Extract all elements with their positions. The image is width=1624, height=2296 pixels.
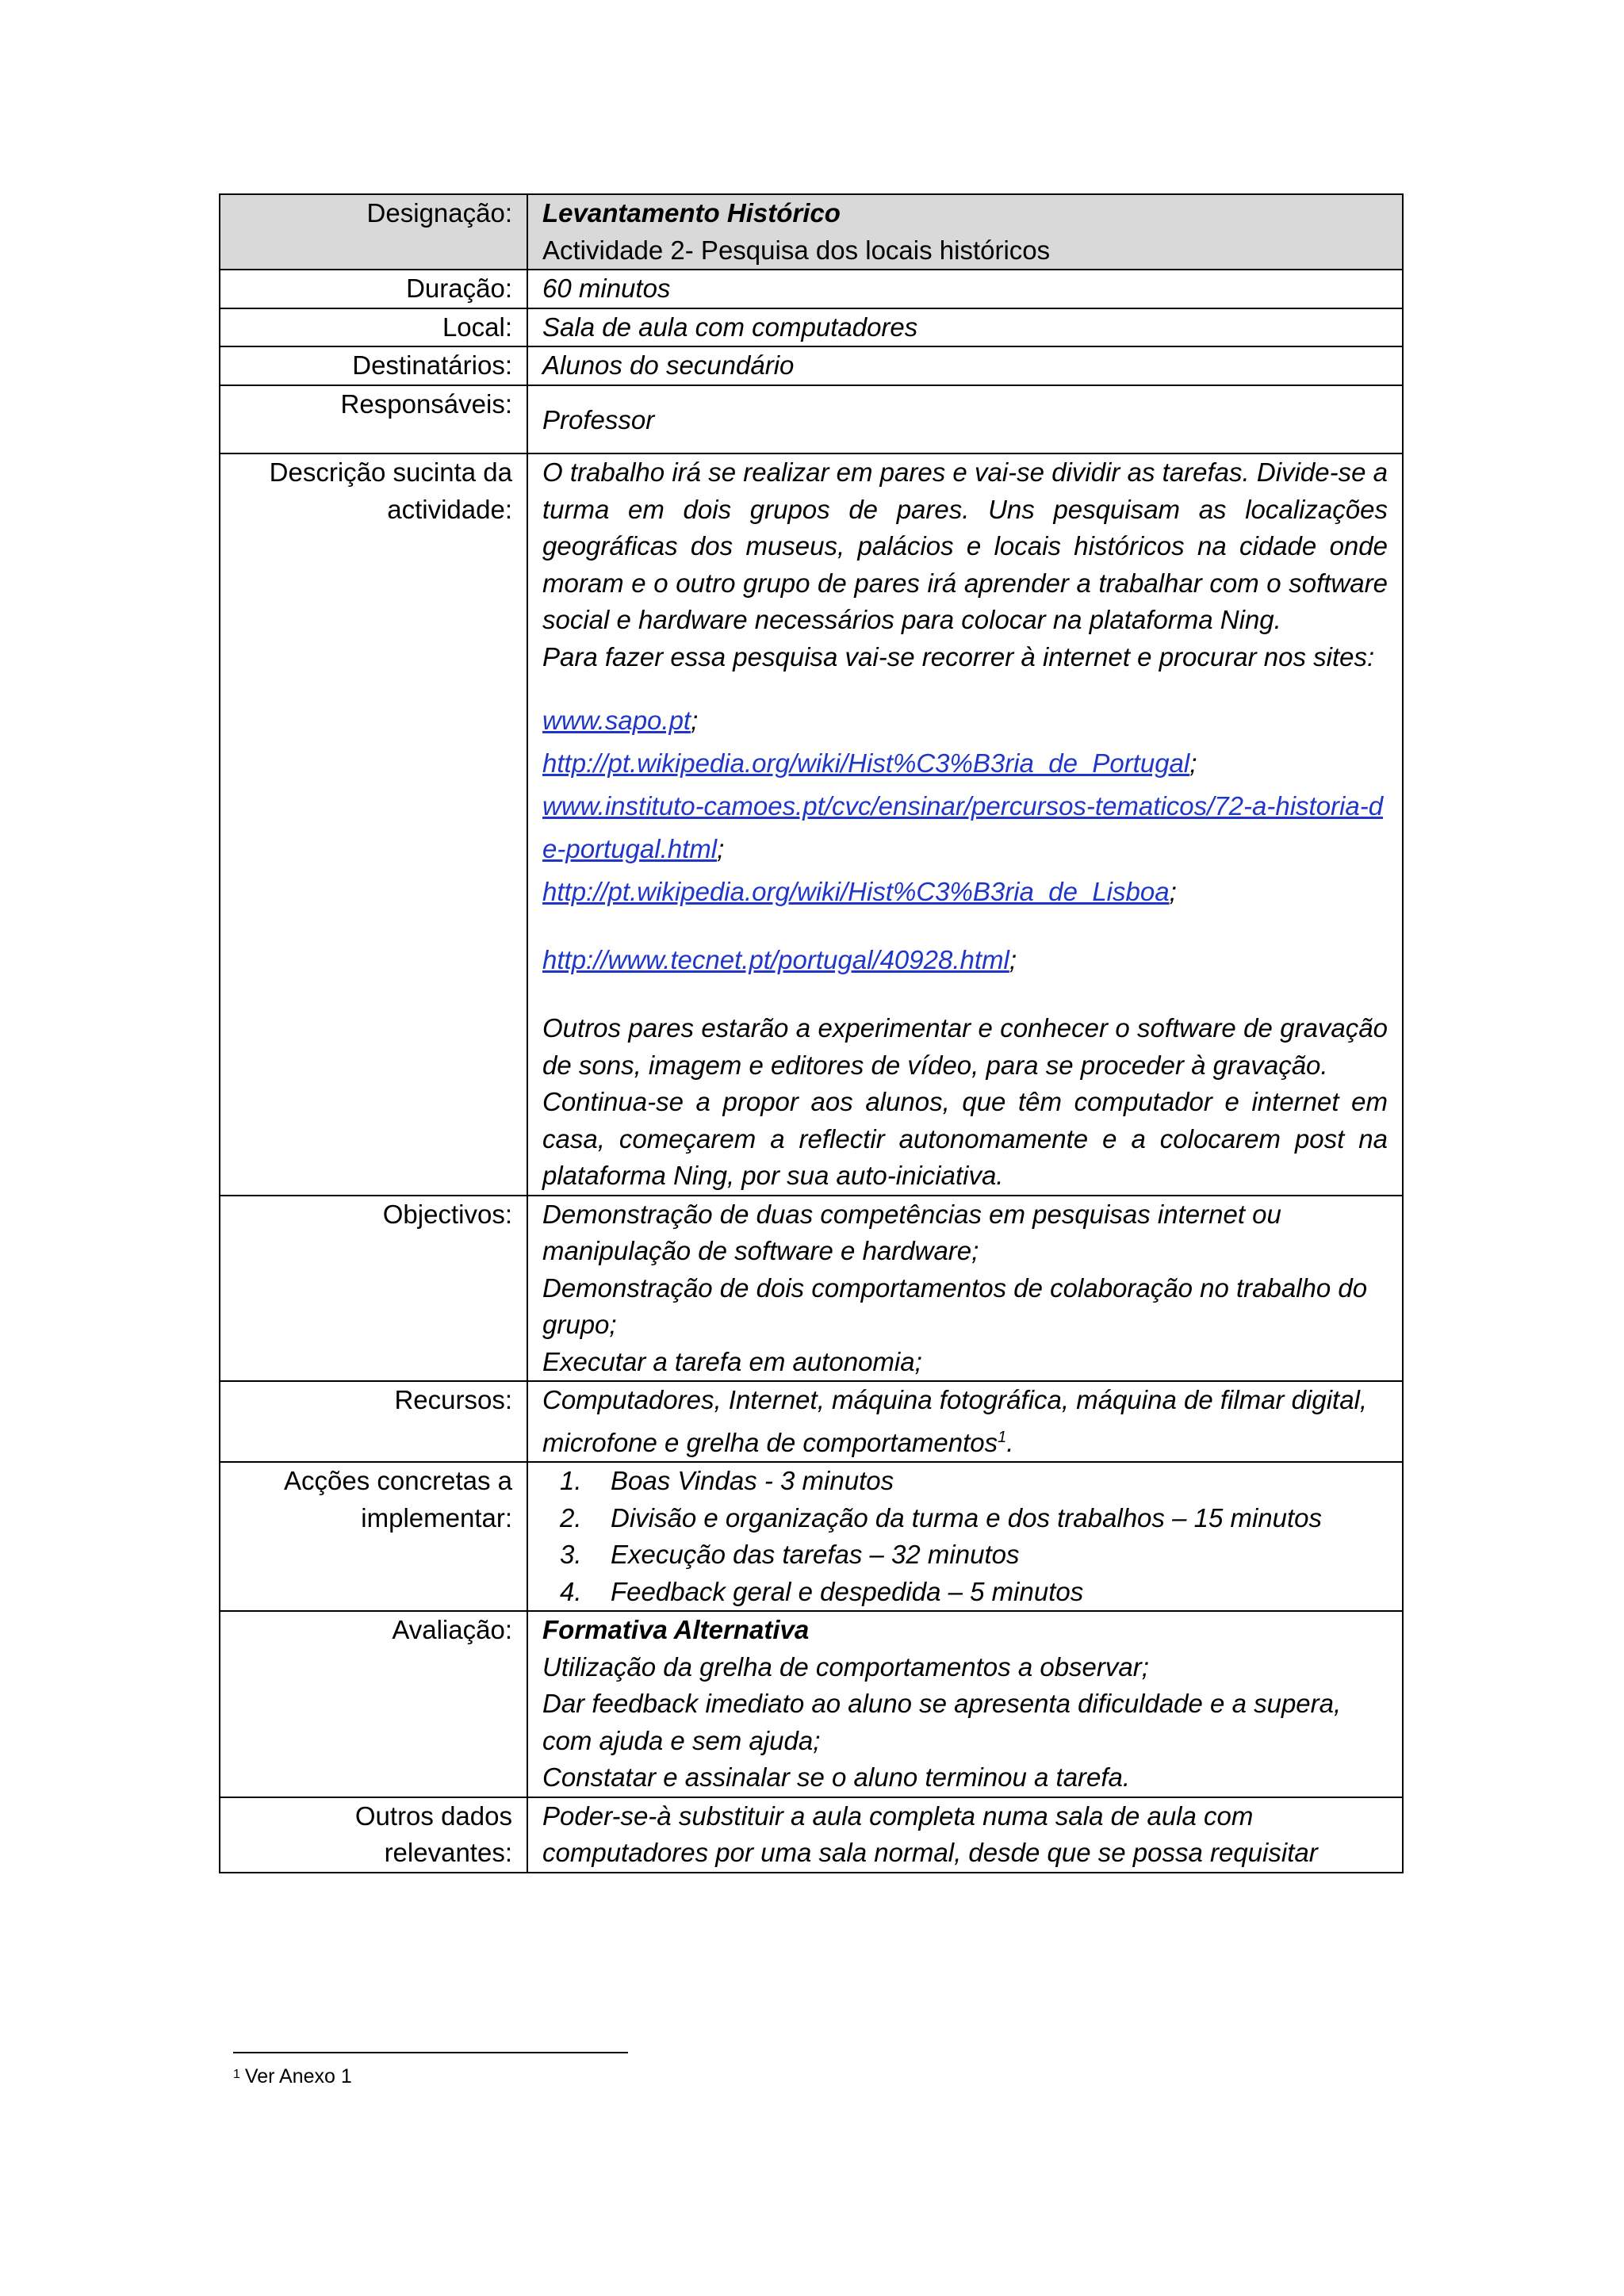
- value-local: Sala de aula com computadores: [527, 308, 1403, 347]
- link-suffix: ;: [691, 706, 699, 735]
- list-text: Feedback geral e despedida – 5 minutos: [611, 1576, 1084, 1606]
- objectivo-item: Demonstração de duas competências em pesquisas internet ou manipulação de software e hardware;: [542, 1199, 1281, 1265]
- objectivo-item: Executar a tarefa em autonomia;: [542, 1346, 922, 1376]
- label-outros-line1: Outros dados: [354, 1800, 512, 1831]
- link-wikipedia-lisboa[interactable]: http://pt.wikipedia.org/wiki/Hist%C3%B3ria_de_Lisboa: [542, 877, 1170, 906]
- list-number: 1.: [560, 1466, 582, 1495]
- recursos-text: Computadores, Internet, máquina fotográfica, máquina de filmar digital, microfone e grelha de comportamentos: [542, 1385, 1368, 1457]
- link-sapo[interactable]: www.sapo.pt: [542, 706, 691, 735]
- link-item: [542, 939, 1388, 982]
- label-avaliacao: Avaliação:: [220, 1611, 527, 1797]
- list-number: 4.: [560, 1576, 582, 1606]
- avaliacao-heading: Formativa Alternativa: [542, 1615, 810, 1644]
- footnote-text: Ver Anexo 1: [244, 2065, 352, 2087]
- recursos-end: .: [1006, 1427, 1014, 1457]
- list-text: Boas Vindas - 3 minutos: [611, 1466, 894, 1495]
- label-responsaveis: Responsáveis:: [220, 385, 527, 454]
- footnote-divider: [233, 2052, 628, 2053]
- label-descricao: [220, 453, 527, 1196]
- list-item: [560, 1463, 1388, 1500]
- activity-plan-table: [219, 193, 1404, 1873]
- footnote-number: 1: [233, 2068, 240, 2081]
- links-list: [542, 699, 1388, 982]
- label-recursos: Recursos:: [220, 1381, 527, 1462]
- value-outros: Poder-se-à substituir a aula completa numa sala de aula com computadores por uma sala normal, desde que se possa requisitar: [527, 1797, 1403, 1873]
- label-outros: [220, 1797, 527, 1873]
- descricao-paragraph-1: O trabalho irá se realizar em pares e vai-se dividir as tarefas. Divide-se a turma em dois grupos de pares. Uns pesquisam as localizações geográficas dos museus, palácios e locais históricos na cidade onde moram e o outro grupo de pares irá aprender a trabalhar com o software social e hardware necessários para colocar na plataforma Ning.: [542, 457, 1388, 634]
- link-item: [542, 785, 1388, 871]
- value-destinatarios: Alunos do secundário: [527, 346, 1403, 385]
- link-tecnet[interactable]: http://www.tecnet.pt/portugal/40928.html: [542, 945, 1009, 974]
- list-number: 3.: [560, 1540, 582, 1569]
- row-responsaveis: [220, 385, 1403, 454]
- label-designacao: Designação:: [220, 194, 527, 270]
- label-outros-line2: relevantes:: [384, 1838, 512, 1867]
- label-accoes-line1: Acções concretas a: [284, 1466, 512, 1495]
- row-designacao: [220, 194, 1403, 270]
- row-duracao: [220, 270, 1403, 308]
- list-item: [560, 1574, 1388, 1611]
- row-outros: [220, 1797, 1403, 1873]
- actions-list: [542, 1463, 1388, 1610]
- list-text: Execução das tarefas – 32 minutos: [611, 1540, 1020, 1569]
- activity-title: Levantamento Histórico: [542, 198, 841, 228]
- row-objectivos: [220, 1196, 1403, 1382]
- label-descricao-line1: Descrição sucinta da: [269, 457, 512, 487]
- value-recursos: [527, 1381, 1403, 1462]
- value-descricao: [527, 453, 1403, 1196]
- link-item: [542, 871, 1388, 913]
- link-suffix: ;: [717, 834, 725, 863]
- objectivo-item: Demonstração de dois comportamentos de colaboração no trabalho do grupo;: [542, 1272, 1368, 1339]
- row-recursos: [220, 1381, 1403, 1462]
- value-responsaveis: Professor: [527, 385, 1403, 454]
- link-suffix: ;: [1009, 945, 1017, 974]
- label-destinatarios: Destinatários:: [220, 346, 527, 385]
- value-duracao: 60 minutos: [527, 270, 1403, 308]
- list-text: Divisão e organização da turma e dos trabalhos – 15 minutos: [611, 1502, 1323, 1533]
- descricao-paragraph-4: Continua-se a propor aos alunos, que têm computador e internet em casa, começarem a reflectir autonomamente e a colocarem post na plataforma Ning, por sua auto-iniciativa.: [542, 1087, 1388, 1190]
- value-accoes: [527, 1462, 1403, 1611]
- link-item: [542, 699, 1388, 742]
- avaliacao-item: Utilização da grelha de comportamentos a observar;: [542, 1651, 1149, 1682]
- list-number: 2.: [560, 1502, 582, 1533]
- descricao-paragraph-3: Outros pares estarão a experimentar e conhecer o software de gravação de sons, imagem e editores de vídeo, para se proceder à gravação.: [542, 1013, 1388, 1080]
- value-designacao: [527, 194, 1403, 270]
- label-accoes: [220, 1462, 527, 1611]
- row-destinatarios: [220, 346, 1403, 385]
- label-objectivos: Objectivos:: [220, 1196, 527, 1382]
- label-duracao: Duração:: [220, 270, 527, 308]
- link-wikipedia-portugal[interactable]: http://pt.wikipedia.org/wiki/Hist%C3%B3ria_de_Portugal: [542, 748, 1190, 778]
- row-avaliacao: [220, 1611, 1403, 1797]
- label-local: Local:: [220, 308, 527, 347]
- row-descricao: [220, 453, 1403, 1196]
- avaliacao-item: Dar feedback imediato ao aluno se apresenta dificuldade e a supera, com ajuda e sem ajuda;: [542, 1689, 1342, 1755]
- link-suffix: ;: [1189, 748, 1197, 778]
- label-accoes-line2: implementar:: [361, 1502, 512, 1533]
- value-objectivos: [527, 1196, 1403, 1382]
- row-accoes: [220, 1462, 1403, 1611]
- footnote-ref: 1: [998, 1428, 1007, 1446]
- list-item: [560, 1500, 1388, 1537]
- activity-subtitle: Actividade 2- Pesquisa dos locais históricos: [542, 235, 1051, 265]
- link-suffix: ;: [1169, 877, 1177, 906]
- descricao-paragraph-2: Para fazer essa pesquisa vai-se recorrer à internet e procurar nos sites:: [542, 641, 1375, 672]
- list-item: [560, 1536, 1388, 1574]
- label-descricao-line2: actividade:: [387, 494, 512, 524]
- link-instituto-camoes[interactable]: www.instituto-camoes.pt/cvc/ensinar/percursos-tematicos/72-a-historia-de-portugal.html: [542, 791, 1384, 863]
- footnote: [233, 2063, 352, 2090]
- link-item: [542, 742, 1388, 785]
- value-avaliacao: [527, 1611, 1403, 1797]
- row-local: [220, 308, 1403, 347]
- avaliacao-item: Constatar e assinalar se o aluno terminou a tarefa.: [542, 1762, 1131, 1792]
